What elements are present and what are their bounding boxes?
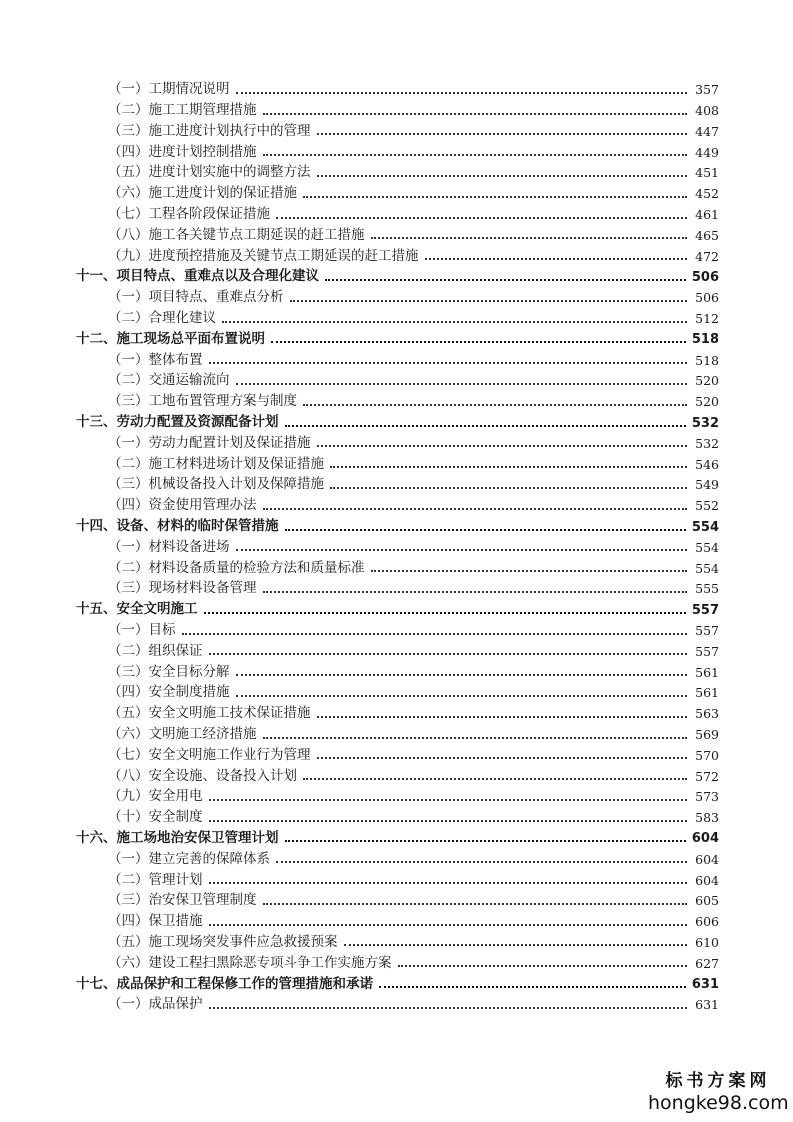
toc-chapter-row[interactable] bbox=[76, 970, 719, 991]
toc-chapter-row[interactable] bbox=[76, 513, 719, 534]
toc-section-row[interactable] bbox=[76, 908, 719, 929]
toc-entry-label: （五）安全文明施工技术保证措施 bbox=[108, 705, 311, 722]
toc-section-row[interactable] bbox=[76, 450, 719, 471]
toc-entry-label: 十三、劳动力配置及资源配备计划 bbox=[76, 414, 279, 431]
toc-entry-label: （三）现场材料设备管理 bbox=[108, 580, 257, 597]
toc-entry-label: （四）保卫措施 bbox=[108, 913, 203, 930]
toc-dot-leader bbox=[209, 882, 688, 884]
watermark-url: hongke98.com bbox=[648, 1092, 789, 1114]
toc-dot-leader bbox=[209, 820, 688, 822]
toc-page-number: 452 bbox=[695, 186, 719, 202]
toc-dot-leader bbox=[236, 695, 688, 697]
toc-dot-leader bbox=[317, 175, 688, 177]
toc-page-number: 604 bbox=[695, 872, 719, 888]
toc-page-number: 451 bbox=[695, 165, 719, 181]
toc-entry-label: （九）安全用电 bbox=[108, 788, 203, 805]
toc-section-row[interactable] bbox=[76, 76, 719, 97]
toc-chapter-row[interactable] bbox=[76, 326, 719, 347]
toc-page-number: 557 bbox=[695, 643, 719, 659]
toc-dot-leader bbox=[209, 1007, 688, 1009]
toc-dot-leader bbox=[263, 591, 688, 593]
toc-page-number: 357 bbox=[695, 82, 719, 98]
toc-dot-leader bbox=[236, 549, 688, 551]
toc-section-row[interactable] bbox=[76, 638, 719, 659]
toc-dot-leader bbox=[263, 508, 688, 510]
toc-dot-leader bbox=[290, 300, 688, 302]
toc-dot-leader bbox=[263, 903, 688, 905]
toc-page-number: 573 bbox=[695, 789, 719, 805]
toc-entry-label: 十七、成品保护和工程保修工作的管理措施和承诺 bbox=[76, 975, 373, 992]
toc-page-number: 557 bbox=[695, 623, 719, 639]
toc-entry-label: （一）建立完善的保障体系 bbox=[108, 850, 270, 867]
toc-page-number: 465 bbox=[695, 227, 719, 243]
toc-dot-leader bbox=[209, 653, 688, 655]
toc-chapter-row[interactable] bbox=[76, 409, 719, 430]
toc-dot-leader bbox=[317, 445, 688, 447]
toc-page-number: 631 bbox=[695, 997, 719, 1013]
toc-entry-label: （二）施工材料进场计划及保证措施 bbox=[108, 455, 324, 472]
toc-entry-label: （六）文明施工经济措施 bbox=[108, 726, 257, 742]
toc-page-number: 563 bbox=[695, 706, 719, 722]
toc-dot-leader bbox=[276, 861, 687, 863]
toc-page-number: 506 bbox=[691, 269, 719, 285]
toc-section-row[interactable] bbox=[76, 388, 719, 409]
toc-entry-label: （一）整体布置 bbox=[108, 351, 203, 368]
toc-page-number: 583 bbox=[695, 810, 719, 826]
toc-section-row[interactable] bbox=[76, 783, 719, 804]
toc-section-row[interactable] bbox=[76, 845, 719, 866]
toc-section-row[interactable] bbox=[76, 242, 719, 263]
toc-section-row[interactable] bbox=[76, 721, 719, 742]
table-of-contents bbox=[76, 76, 719, 1012]
toc-page-number: 561 bbox=[695, 685, 719, 701]
toc-section-row[interactable] bbox=[76, 554, 719, 575]
toc-page-number: 449 bbox=[695, 144, 719, 160]
toc-page-number: 554 bbox=[695, 560, 719, 576]
toc-section-row[interactable] bbox=[76, 679, 719, 700]
toc-dot-leader bbox=[236, 674, 688, 676]
toc-entry-label: （一）项目特点、重难点分析 bbox=[108, 289, 284, 306]
toc-dot-leader bbox=[303, 404, 687, 406]
toc-page-number: 570 bbox=[695, 747, 719, 763]
toc-page-number: 552 bbox=[695, 498, 719, 514]
toc-section-row[interactable] bbox=[76, 222, 719, 243]
toc-page-number: 518 bbox=[695, 352, 719, 368]
toc-entry-label: （九）进度预控措施及关键节点工期延误的赶工措施 bbox=[108, 247, 419, 264]
toc-dot-leader bbox=[276, 217, 687, 219]
toc-entry-label: （三）施工进度计划执行中的管理 bbox=[108, 122, 311, 139]
toc-page-number: 569 bbox=[695, 727, 719, 742]
toc-section-row[interactable] bbox=[76, 159, 719, 180]
toc-entry-label: （一）劳动力配置计划及保证措施 bbox=[108, 434, 311, 451]
toc-chapter-row[interactable] bbox=[76, 263, 719, 284]
toc-page-number: 546 bbox=[695, 456, 719, 472]
toc-entry-label: （二）材料设备质量的检验方法和质量标准 bbox=[108, 559, 365, 576]
toc-section-row[interactable] bbox=[76, 346, 719, 367]
toc-dot-leader bbox=[209, 799, 688, 801]
toc-entry-label: （八）施工各关键节点工期延误的赶工措施 bbox=[108, 226, 365, 243]
toc-dot-leader bbox=[330, 466, 687, 468]
toc-section-row[interactable] bbox=[76, 617, 719, 638]
toc-entry-label: （七）安全文明施工作业行为管理 bbox=[108, 746, 311, 763]
toc-section-row[interactable] bbox=[76, 929, 719, 950]
toc-section-row[interactable] bbox=[76, 949, 719, 970]
toc-page-number: 610 bbox=[695, 934, 719, 950]
toc-entry-label: （三）治安保卫管理制度 bbox=[108, 892, 257, 909]
toc-dot-leader bbox=[263, 737, 688, 739]
toc-dot-leader bbox=[204, 612, 686, 614]
toc-page-number: 512 bbox=[695, 311, 719, 327]
toc-page-number: 561 bbox=[695, 664, 719, 680]
toc-section-row[interactable] bbox=[76, 180, 719, 201]
toc-entry-label: （四）安全制度措施 bbox=[108, 684, 230, 701]
toc-entry-label: 十四、设备、材料的临时保管措施 bbox=[76, 518, 279, 535]
toc-entry-label: （四）进度计划控制措施 bbox=[108, 143, 257, 160]
toc-page-number: 572 bbox=[695, 768, 719, 784]
toc-page-number: 631 bbox=[691, 977, 719, 993]
toc-chapter-row[interactable] bbox=[76, 825, 719, 846]
toc-dot-leader bbox=[371, 570, 688, 572]
toc-section-row[interactable] bbox=[76, 762, 719, 783]
toc-dot-leader bbox=[330, 487, 687, 489]
toc-dot-leader bbox=[263, 154, 688, 156]
toc-entry-label: 十一、项目特点、重难点以及合理化建议 bbox=[76, 268, 319, 285]
toc-entry-label: （三）安全目标分解 bbox=[108, 663, 230, 680]
toc-page-number: 506 bbox=[695, 290, 719, 306]
toc-entry-label: 十五、安全文明施工 bbox=[76, 601, 198, 618]
toc-page-number: 461 bbox=[695, 207, 719, 223]
toc-dot-leader bbox=[344, 944, 688, 946]
toc-dot-leader bbox=[285, 840, 686, 842]
toc-page-number: 520 bbox=[695, 373, 719, 389]
toc-entry-label: 十六、施工场地治安保卫管理计划 bbox=[76, 829, 279, 846]
toc-entry-label: （六）施工进度计划的保证措施 bbox=[108, 185, 297, 202]
toc-section-row[interactable] bbox=[76, 118, 719, 139]
toc-page-number: 532 bbox=[695, 435, 719, 451]
toc-dot-leader bbox=[285, 529, 686, 531]
toc-section-row[interactable] bbox=[76, 471, 719, 492]
toc-entry-label: （一）工期情况说明 bbox=[108, 81, 230, 98]
toc-dot-leader bbox=[263, 113, 688, 115]
toc-dot-leader bbox=[236, 92, 688, 94]
toc-dot-leader bbox=[371, 237, 688, 239]
toc-entry-label: （二）组织保证 bbox=[108, 642, 203, 659]
toc-section-row[interactable] bbox=[76, 804, 719, 825]
toc-entry-label: （二）施工工期管理措施 bbox=[108, 102, 257, 119]
toc-chapter-row[interactable] bbox=[76, 596, 719, 617]
toc-section-row[interactable] bbox=[76, 138, 719, 159]
toc-entry-label: （十）安全制度 bbox=[108, 809, 203, 826]
toc-entry-label: （二）交通运输流向 bbox=[108, 372, 230, 389]
toc-page-number: 472 bbox=[695, 248, 719, 264]
toc-section-row[interactable] bbox=[76, 742, 719, 763]
toc-dot-leader bbox=[398, 965, 688, 967]
toc-entry-label: （一）成品保护 bbox=[108, 996, 203, 1013]
toc-page-number: 604 bbox=[691, 831, 719, 847]
toc-section-row[interactable] bbox=[76, 991, 719, 1012]
toc-section-row[interactable] bbox=[76, 284, 719, 305]
toc-dot-leader bbox=[209, 924, 688, 926]
toc-page-number: 627 bbox=[695, 955, 719, 971]
toc-page-number: 518 bbox=[691, 332, 719, 348]
toc-entry-label: （二）管理计划 bbox=[108, 871, 203, 888]
toc-section-row[interactable] bbox=[76, 700, 719, 721]
toc-entry-label: （二）合理化建议 bbox=[108, 310, 216, 327]
watermark-logo bbox=[648, 1066, 788, 1114]
toc-page-number: 554 bbox=[691, 519, 719, 535]
toc-section-row[interactable] bbox=[76, 430, 719, 451]
toc-page-number: 554 bbox=[695, 539, 719, 555]
toc-page-number: 447 bbox=[695, 123, 719, 139]
toc-page-number: 520 bbox=[695, 394, 719, 410]
toc-dot-leader bbox=[317, 133, 688, 135]
toc-page-number: 549 bbox=[695, 477, 719, 493]
toc-section-row[interactable] bbox=[76, 658, 719, 679]
toc-dot-leader bbox=[303, 196, 687, 198]
toc-dot-leader bbox=[271, 341, 686, 343]
toc-entry-label: 十二、施工现场总平面布置说明 bbox=[76, 330, 265, 347]
toc-dot-leader bbox=[317, 716, 688, 718]
toc-entry-label: （七）工程各阶段保证措施 bbox=[108, 206, 270, 223]
toc-entry-label: （八）安全设施、设备投入计划 bbox=[108, 767, 297, 784]
toc-dot-leader bbox=[222, 321, 687, 323]
toc-section-row[interactable] bbox=[76, 492, 719, 513]
toc-section-row[interactable] bbox=[76, 97, 719, 118]
toc-section-row[interactable] bbox=[76, 305, 719, 326]
toc-entry-label: （五）进度计划实施中的调整方法 bbox=[108, 164, 311, 181]
toc-section-row[interactable] bbox=[76, 866, 719, 887]
toc-entry-label: （一）材料设备进场 bbox=[108, 538, 230, 555]
toc-section-row[interactable] bbox=[76, 201, 719, 222]
toc-dot-leader bbox=[425, 258, 688, 260]
toc-dot-leader bbox=[209, 362, 688, 364]
toc-dot-leader bbox=[303, 778, 687, 780]
toc-entry-label: （六）建设工程扫黑除恶专项斗争工作实施方案 bbox=[108, 954, 392, 971]
watermark-title: 标书方案网 bbox=[665, 1071, 771, 1091]
toc-dot-leader bbox=[325, 279, 686, 281]
toc-entry-label: （三）机械设备投入计划及保障措施 bbox=[108, 476, 324, 493]
toc-entry-label: （一）目标 bbox=[108, 622, 176, 639]
toc-entry-label: （五）施工现场突发事件应急救援预案 bbox=[108, 933, 338, 950]
toc-dot-leader bbox=[236, 383, 688, 385]
toc-page-number: 555 bbox=[695, 581, 719, 597]
toc-dot-leader bbox=[379, 986, 686, 988]
toc-section-row[interactable] bbox=[76, 534, 719, 555]
toc-page-number: 605 bbox=[695, 893, 719, 909]
toc-dot-leader bbox=[317, 757, 688, 759]
toc-entry-label: （三）工地布置管理方案与制度 bbox=[108, 393, 297, 410]
toc-page-number: 557 bbox=[691, 602, 719, 618]
toc-section-row[interactable] bbox=[76, 575, 719, 596]
toc-page-number: 532 bbox=[691, 415, 719, 431]
toc-section-row[interactable] bbox=[76, 887, 719, 908]
toc-dot-leader bbox=[285, 425, 686, 427]
toc-page-number: 604 bbox=[695, 851, 719, 867]
toc-section-row[interactable] bbox=[76, 367, 719, 388]
toc-dot-leader bbox=[182, 633, 688, 635]
toc-page-number: 408 bbox=[695, 103, 719, 119]
toc-page-number: 606 bbox=[695, 914, 719, 930]
toc-entry-label: （四）资金使用管理办法 bbox=[108, 497, 257, 514]
